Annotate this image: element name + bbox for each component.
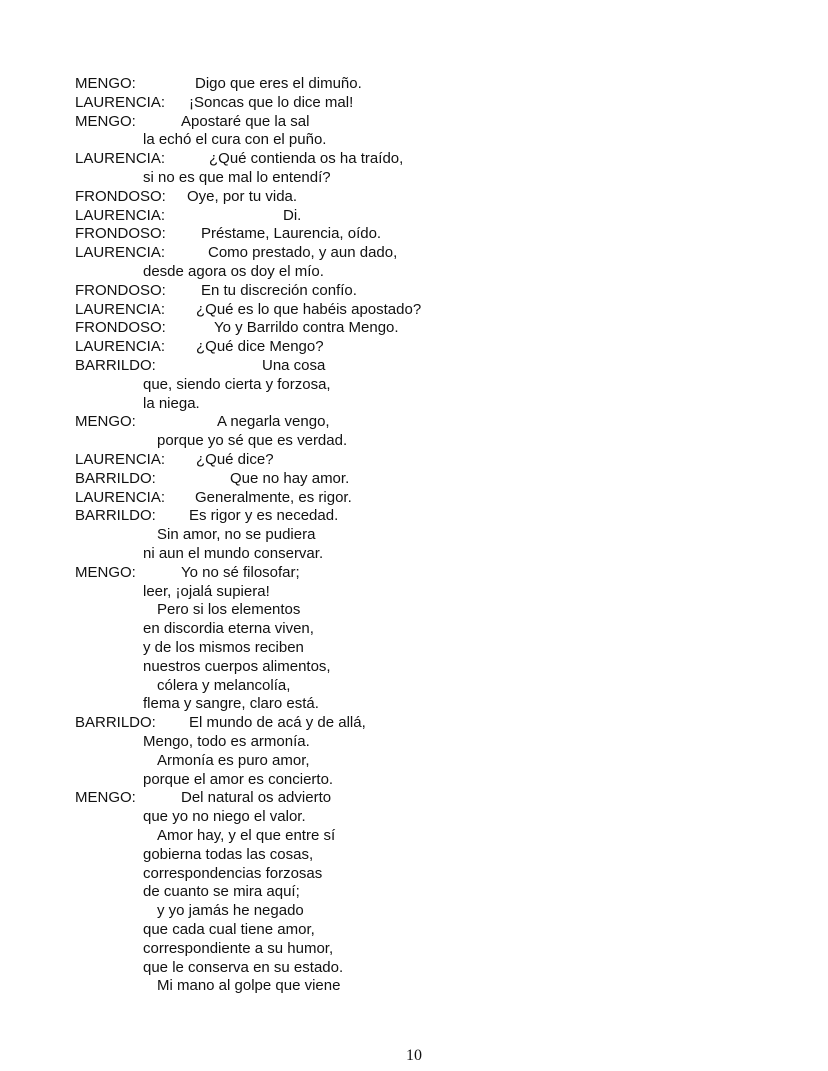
verse-text: que cada cual tiene amor, [143, 921, 315, 938]
dialogue-line [75, 113, 775, 131]
verse-text: Apostaré que la sal [181, 112, 310, 130]
speaker-name: BARRILDO: [75, 714, 156, 732]
verse-text: Pero si los elementos [157, 601, 301, 619]
dialogue-line [75, 319, 775, 337]
dialogue-line [75, 395, 775, 413]
verse-text: que yo no niego el valor. [143, 808, 306, 826]
speaker-name: LAURENCIA: [75, 488, 166, 506]
dialogue-line [75, 131, 775, 149]
verse-text: Di. [283, 206, 302, 224]
dialogue-line [75, 150, 775, 168]
dialogue-line [75, 244, 775, 262]
dialogue-line [75, 601, 775, 619]
dialogue-line [75, 94, 775, 112]
verse-text: ¡Soncas que lo dice mal! [189, 93, 354, 111]
dialogue-line [75, 282, 775, 300]
verse-text: Generalmente, es rigor. [195, 488, 352, 506]
verse-text: Digo que eres el dimuño. [195, 75, 362, 92]
dialogue-line [75, 789, 775, 807]
speaker-name: LAURENCIA: [75, 338, 166, 356]
verse-text: A negarla vengo, [217, 413, 330, 431]
verse-text: de cuanto se mira aquí; [143, 883, 300, 901]
dialogue-line [75, 733, 775, 751]
speaker-name: MENGO: [75, 563, 136, 581]
speaker-name: LAURENCIA: [75, 150, 166, 168]
verse-text: Mengo, todo es armonía. [143, 733, 310, 750]
dialogue-line [75, 977, 775, 995]
verse-text: Como prestado, y aun dado, [208, 244, 398, 262]
dialogue-line [75, 507, 775, 525]
verse-text: Yo y Barrildo contra Mengo. [214, 319, 399, 337]
dialogue-line [75, 376, 775, 394]
verse-text: En tu discreción confío. [201, 281, 357, 299]
verse-text: Amor hay, y el que entre sí [157, 827, 336, 844]
speaker-name: FRONDOSO: [75, 225, 166, 243]
speaker-name: BARRILDO: [75, 507, 156, 525]
dialogue-line [75, 583, 775, 601]
dialogue-line [75, 188, 775, 206]
verse-text: Oye, por tu vida. [187, 187, 298, 205]
dialogue-line [75, 338, 775, 356]
speaker-name: FRONDOSO: [75, 187, 166, 205]
verse-text: Una cosa [262, 357, 326, 374]
speaker-name: MENGO: [75, 75, 136, 92]
verse-text: leer, ¡ojalá supiera! [143, 582, 270, 600]
verse-text: correspondencias forzosas [143, 864, 323, 882]
verse-text: El mundo de acá y de allá, [189, 714, 366, 732]
dialogue-line [75, 677, 775, 695]
verse-text: ¿Qué contienda os ha traído, [209, 150, 404, 168]
dialogue-line [75, 883, 775, 901]
verse-text: Es rigor y es necedad. [189, 507, 339, 525]
dialogue-line [75, 432, 775, 450]
dialogue-line [75, 846, 775, 864]
dialogue-line [75, 827, 775, 845]
dialogue-line [75, 263, 775, 281]
speaker-name: LAURENCIA: [75, 300, 166, 318]
verse-text: porque el amor es concierto. [143, 770, 334, 788]
verse-text: cólera y melancolía, [157, 676, 291, 694]
dialogue-line [75, 752, 775, 770]
verse-text: la niega. [143, 394, 200, 412]
verse-text: Armonía es puro amor, [157, 751, 310, 769]
speaker-name: LAURENCIA: [75, 93, 166, 111]
verse-text: y de los mismos reciben [143, 639, 304, 656]
speaker-name: BARRILDO: [75, 469, 156, 487]
verse-text: si no es que mal lo entendí? [143, 169, 331, 186]
page-number: 10 [406, 1047, 422, 1064]
dialogue-line [75, 526, 775, 544]
speaker-name: BARRILDO: [75, 357, 156, 374]
dialogue-line [75, 865, 775, 883]
dialogue-line [75, 564, 775, 582]
speaker-name: FRONDOSO: [75, 281, 166, 299]
speaker-name: MENGO: [75, 112, 136, 130]
dialogue-line [75, 301, 775, 319]
dialogue-line [75, 808, 775, 826]
verse-text: que le conserva en su estado. [143, 958, 344, 976]
dialogue-line [75, 169, 775, 187]
speaker-name: LAURENCIA: [75, 244, 166, 262]
speaker-name: FRONDOSO: [75, 319, 166, 337]
dialogue-line [75, 639, 775, 657]
verse-text: porque yo sé que es verdad. [157, 432, 348, 450]
dialogue-line [75, 695, 775, 713]
dialogue-line [75, 357, 775, 375]
dialogue-line [75, 225, 775, 243]
verse-text: Sin amor, no se pudiera [157, 526, 316, 544]
dialogue-line [75, 620, 775, 638]
dialogue-line [75, 658, 775, 676]
verse-text: que, siendo cierta y forzosa, [143, 375, 331, 393]
verse-text: la echó el cura con el puño. [143, 131, 327, 149]
verse-text: flema y sangre, claro está. [143, 695, 319, 713]
dialogue-line [75, 207, 775, 225]
dialogue-line [75, 959, 775, 977]
dialogue-line [75, 545, 775, 563]
dialogue-line [75, 902, 775, 920]
verse-text: correspondiente a su humor, [143, 939, 334, 957]
dialogue-line [75, 451, 775, 469]
dialogue-line [75, 921, 775, 939]
dialogue-line [75, 413, 775, 431]
verse-text: gobierna todas las cosas, [143, 845, 314, 863]
dialogue-line [75, 714, 775, 732]
verse-text: ¿Qué dice Mengo? [196, 338, 324, 356]
verse-text: Mi mano al golpe que viene [157, 977, 341, 995]
speaker-name: MENGO: [75, 413, 136, 431]
verse-text: ni aun el mundo conservar. [143, 545, 324, 562]
verse-text: ¿Qué es lo que habéis apostado? [196, 300, 422, 318]
verse-text: en discordia eterna viven, [143, 620, 314, 638]
verse-text: Del natural os advierto [181, 789, 332, 807]
verse-text: Yo no sé filosofar; [181, 563, 300, 581]
dialogue-line [75, 940, 775, 958]
dialogue-line [75, 470, 775, 488]
verse-text: nuestros cuerpos alimentos, [143, 657, 331, 675]
verse-text: Que no hay amor. [230, 469, 350, 487]
verse-text: ¿Qué dice? [196, 451, 274, 468]
dialogue-line [75, 771, 775, 789]
verse-text: Préstame, Laurencia, oído. [201, 225, 382, 243]
verse-text: desde agora os doy el mío. [143, 263, 324, 280]
dialogue-line [75, 75, 775, 93]
dialogue-line [75, 489, 775, 507]
verse-text: y yo jamás he negado [157, 902, 304, 920]
speaker-name: LAURENCIA: [75, 451, 166, 468]
speaker-name: MENGO: [75, 789, 136, 807]
speaker-name: LAURENCIA: [75, 206, 166, 224]
